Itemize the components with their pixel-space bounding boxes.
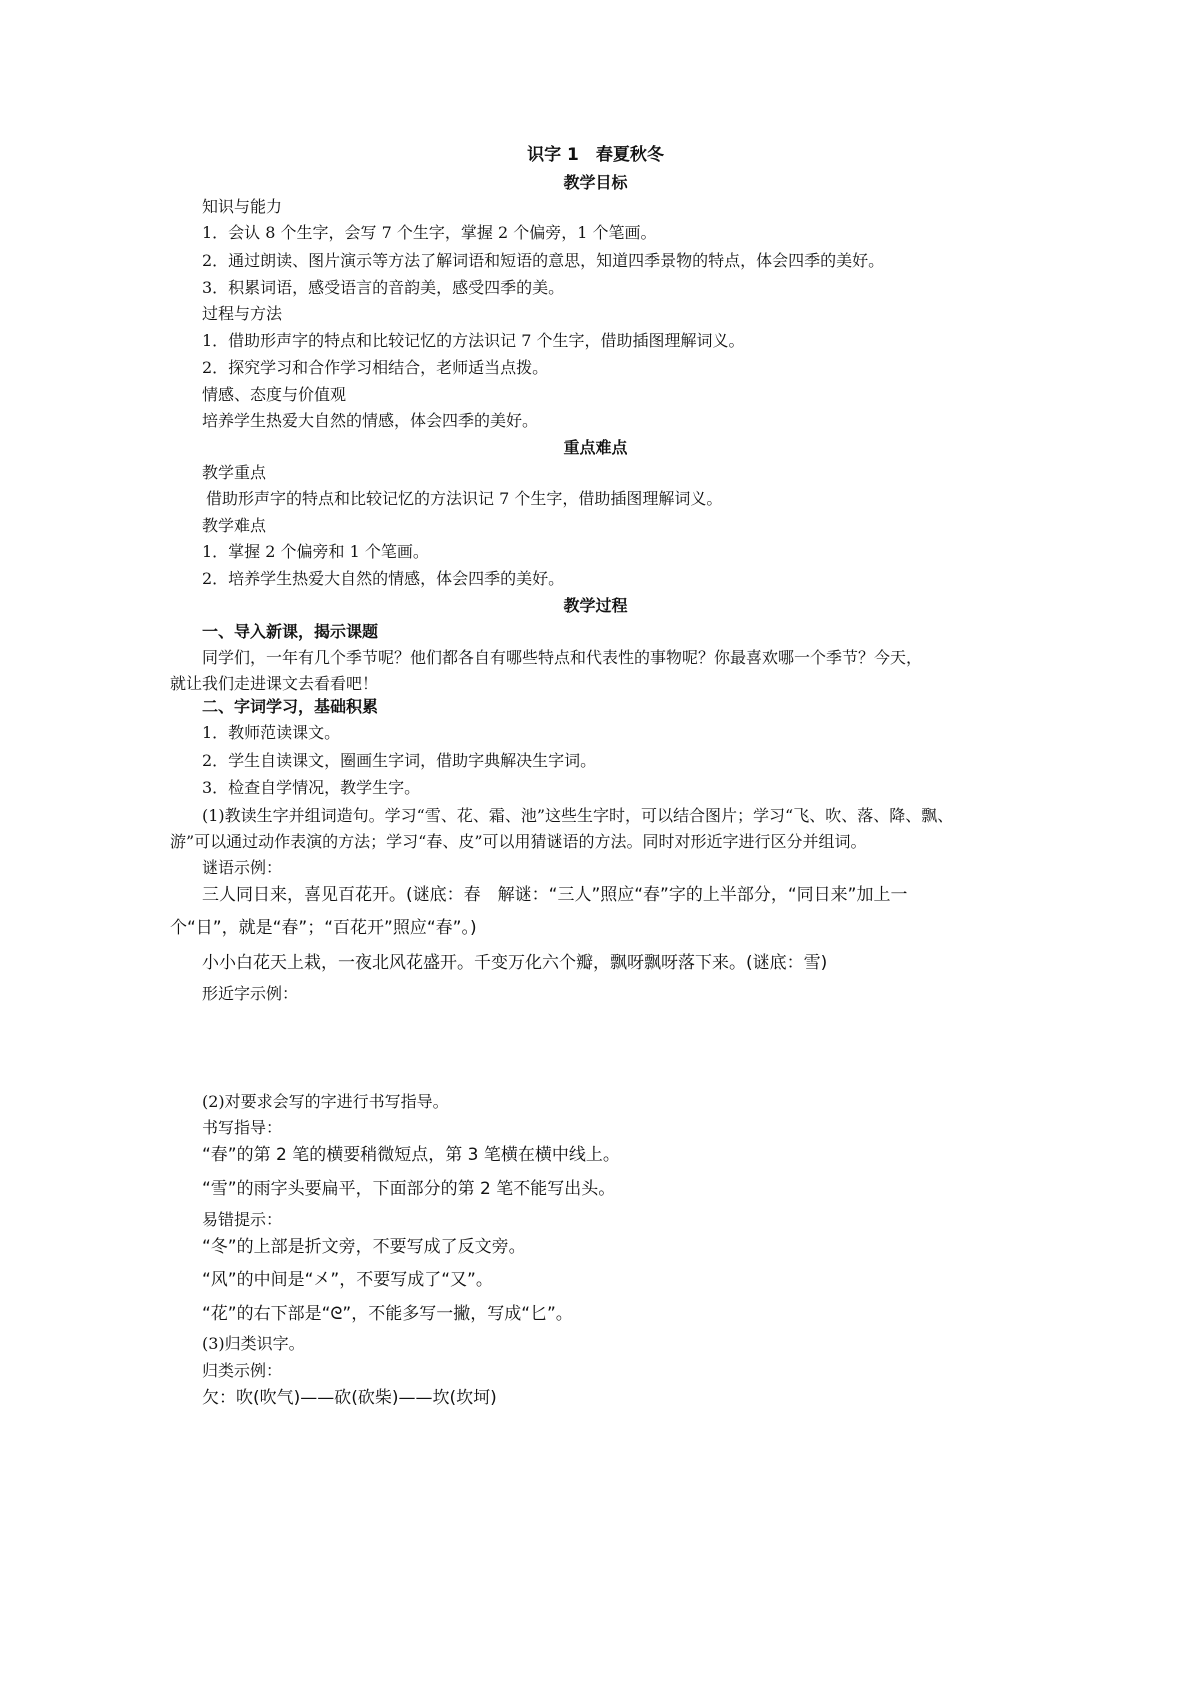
step1-heading: 一、导入新课，揭示课题 xyxy=(202,622,379,641)
writing-guide-item: “雪”的雨字头要扁平，下面部分的第 2 笔不能写出头。 xyxy=(202,1179,616,1199)
step2-heading: 二、字词学习，基础积累 xyxy=(202,697,379,716)
riddle-1-line: 三人同日来，喜见百花开。(谜底：春 解谜：“三人”照应“春”字的上半部分，“同日来”加上一 xyxy=(202,885,908,905)
lesson-title: 识字 1 春夏秋冬 xyxy=(527,145,664,165)
riddle-2: 小小白花天上栽，一夜北风花盛开。千变万化六个瓣，飘呀飘呀落下来。(谜底：雪) xyxy=(202,953,828,973)
section-heading-process: 教学过程 xyxy=(563,596,628,615)
subheading-emotion: 情感、态度与价值观 xyxy=(202,385,347,404)
key-text: 借助形声字的特点和比较记忆的方法识记 7 个生字，借助插图理解词义。 xyxy=(206,489,723,508)
knowledge-item: 1．会认 8 个生字，会写 7 个生字，掌握 2 个偏旁，1 个笔画。 xyxy=(202,223,657,242)
emotion-text: 培养学生热爱大自然的情感，体会四季的美好。 xyxy=(202,411,539,430)
writing-guide-heading: 书写指导： xyxy=(202,1118,283,1137)
classify-example: 欠：吹(吹气)——砍(砍柴)——坎(坎坷) xyxy=(202,1388,497,1408)
subheading-knowledge: 知识与能力 xyxy=(202,197,283,216)
similar-chars-heading: 形近字示例： xyxy=(202,984,299,1003)
section-heading-objectives: 教学目标 xyxy=(563,173,628,192)
paragraph-1-line: (1)教读生字并组词造句。学习“雪、花、霜、池”这些生字时，可以结合图片；学习“飞、吹、落、降、飘、 xyxy=(202,806,954,825)
paragraph-3: (3)归类识字。 xyxy=(202,1334,305,1353)
process-item: 2．探究学习和合作学习相结合，老师适当点拨。 xyxy=(202,358,549,377)
classify-heading: 归类示例： xyxy=(202,1361,283,1380)
step2-item: 3．检查自学情况，教学生字。 xyxy=(202,778,421,797)
paragraph-2: (2)对要求会写的字进行书写指导。 xyxy=(202,1092,449,1111)
error-tips-heading: 易错提示： xyxy=(202,1210,283,1229)
riddle-heading: 谜语示例： xyxy=(202,858,283,877)
knowledge-item: 3．积累词语，感受语言的音韵美，感受四季的美。 xyxy=(202,278,565,297)
step2-item: 2．学生自读课文，圈画生字词，借助字典解决生字词。 xyxy=(202,751,597,770)
difficulty-item: 2．培养学生热爱大自然的情感，体会四季的美好。 xyxy=(202,569,565,588)
difficulty-item: 1．掌握 2 个偏旁和 1 个笔画。 xyxy=(202,542,429,561)
paragraph-1-line: 游”可以通过动作表演的方法；学习“春、皮”可以用猜谜语的方法。同时对形近字进行区分并组词。 xyxy=(170,832,867,851)
subheading-process: 过程与方法 xyxy=(202,304,283,323)
subheading-difficulty: 教学难点 xyxy=(202,516,267,535)
section-heading-key-points: 重点难点 xyxy=(563,438,628,457)
error-tip-item: “花”的右下部是“ᘓ”，不能多写一撇，写成“匕”。 xyxy=(202,1304,573,1324)
subheading-key: 教学重点 xyxy=(202,463,267,482)
error-tip-item: “风”的中间是“㐅”，不要写成了“又”。 xyxy=(202,1270,493,1290)
step1-paragraph-line: 就让我们走进课文去看看吧！ xyxy=(170,674,379,693)
step2-item: 1．教师范读课文。 xyxy=(202,723,341,742)
writing-guide-item: “春”的第 2 笔的横要稍微短点，第 3 笔横在横中线上。 xyxy=(202,1145,620,1165)
riddle-1-line: 个“日”，就是“春”；“百花开”照应“春”。) xyxy=(170,918,477,938)
error-tip-item: “冬”的上部是折文旁，不要写成了反文旁。 xyxy=(202,1237,526,1257)
knowledge-item: 2．通过朗读、图片演示等方法了解词语和短语的意思，知道四季景物的特点，体会四季的美好。 xyxy=(202,251,885,270)
process-item: 1．借助形声字的特点和比较记忆的方法识记 7 个生字，借助插图理解词义。 xyxy=(202,331,745,350)
step1-paragraph-line: 同学们，一年有几个季节呢？他们都各自有哪些特点和代表性的事物呢？你最喜欢哪一个季节？今天， xyxy=(202,648,923,667)
